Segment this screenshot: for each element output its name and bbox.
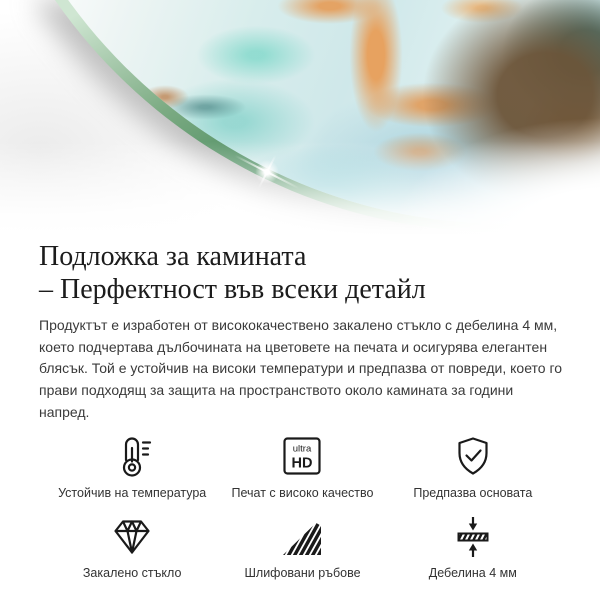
thermometer-icon: [110, 434, 154, 478]
feature-protects-base: [388, 434, 558, 501]
feature-print-quality: [217, 434, 387, 501]
feature-thickness: [388, 514, 558, 581]
feature-label: Предпазва основата: [413, 485, 533, 500]
feature-polished-edges: [217, 514, 387, 581]
feature-label: Дебелина 4 мм: [428, 565, 517, 580]
thickness-icon: [451, 514, 495, 558]
diamond-icon: [110, 514, 154, 558]
features-grid: [39, 434, 566, 581]
ultra-hd-icon-text-top: ultra: [293, 443, 312, 455]
feature-temperature: [47, 434, 217, 501]
feature-label: Закалено стъкло: [82, 565, 182, 580]
feature-label: Устойчив на температура: [58, 485, 207, 500]
feature-label: Шлифовани ръбове: [244, 565, 361, 580]
page-title: [39, 236, 566, 306]
title-line-1: Подложка за камината: [39, 241, 307, 272]
title-line-2: – Перфектност във всеки детайл: [39, 274, 426, 305]
product-description-section: [0, 236, 600, 581]
ultra-hd-icon-text-bottom: HD: [292, 455, 313, 472]
ultra-hd-icon: [280, 434, 324, 478]
product-photo: [0, 0, 600, 236]
feature-tempered-glass: [47, 514, 217, 581]
polished-edges-icon: [280, 514, 324, 558]
shield-check-icon: [451, 434, 495, 478]
feature-label: Печат с високо качество: [231, 485, 374, 500]
product-description: Продуктът е изработен от висококачествено закалено стъкло с дебелина 4 мм, което подчертава дълбочината на цветовете на печата и осигурява елегантен блясък. Той е устойчив на високи температури и предпазва от повреди, което го прави подходящ за защита на пространството около камината за години напред.: [39, 317, 563, 420]
